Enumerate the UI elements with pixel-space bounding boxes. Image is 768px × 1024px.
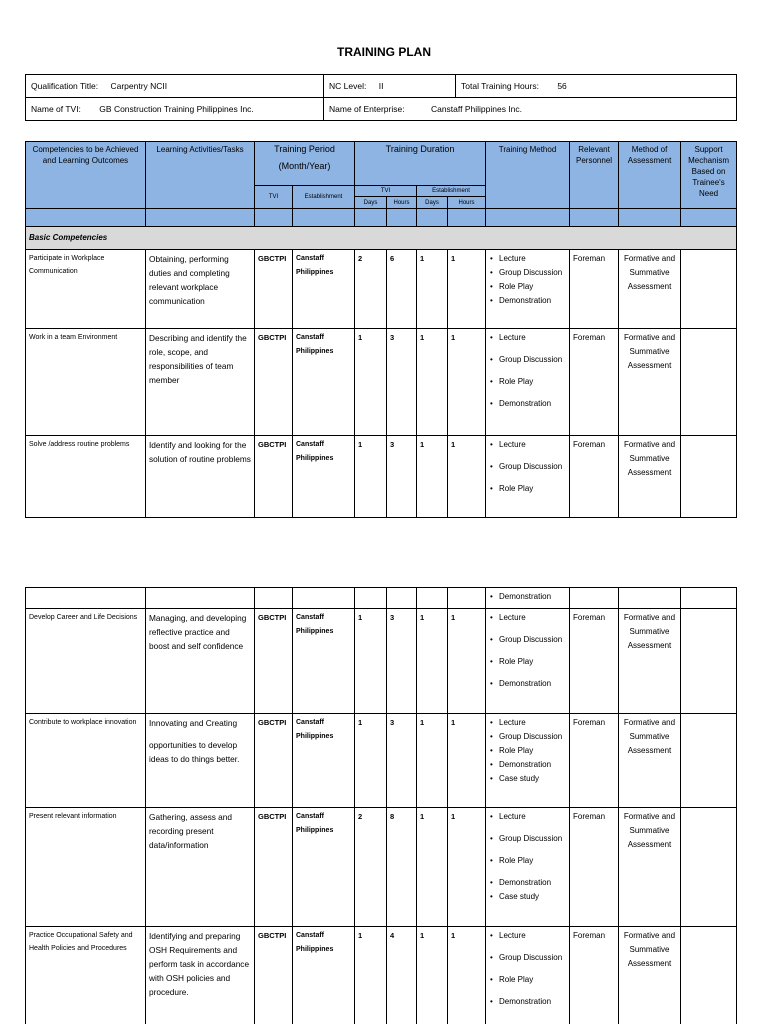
method-list xyxy=(488,252,566,308)
assessment-cell: Formative and Summative Assessment xyxy=(619,436,681,518)
method-item: • Group Discussion xyxy=(488,353,566,367)
method-list xyxy=(488,331,566,411)
method-list xyxy=(488,611,566,691)
header-training-method: Training Method xyxy=(486,142,570,209)
qualification-label: Qualification Title: xyxy=(31,81,99,91)
nc-level-label: NC Level: xyxy=(329,81,367,91)
personnel-cell: Foreman xyxy=(570,927,619,1024)
enterprise-cell xyxy=(324,98,737,121)
competency-cell: Practice Occupational Safety and Health Policies and Procedures xyxy=(26,927,146,1024)
header-hours: Hours xyxy=(448,197,486,209)
method-item: • Demonstration xyxy=(488,758,566,772)
nc-level-value: II xyxy=(378,81,384,91)
method-cell xyxy=(486,927,570,1024)
tvi-days-cell: 1 xyxy=(355,927,387,1024)
tvi-hours-cell: 4 xyxy=(387,927,417,1024)
assessment-cell: Formative and Summative Assessment xyxy=(619,808,681,927)
info-table xyxy=(25,74,737,121)
method-item: • Lecture xyxy=(488,929,566,943)
support-cell xyxy=(681,808,737,927)
method-item: • Demonstration xyxy=(488,294,566,308)
header-activities: Learning Activities/Tasks xyxy=(146,142,255,209)
tvi-days-cell: 1 xyxy=(355,714,387,808)
table-row xyxy=(26,609,737,714)
tvi-hours-cell: 8 xyxy=(387,808,417,927)
method-list xyxy=(488,438,566,496)
tvi-hours-cell: 3 xyxy=(387,609,417,714)
method-list xyxy=(488,929,566,1009)
activity-cell xyxy=(146,714,255,808)
method-item: • Demonstration xyxy=(488,995,566,1009)
method-item: • Lecture xyxy=(488,716,566,730)
method-item: • Lecture xyxy=(488,252,566,266)
total-hours-cell xyxy=(456,75,737,98)
header-duration-tvi: TVI xyxy=(355,186,417,197)
method-cell xyxy=(486,436,570,518)
enterprise-value: Canstaff Philippines Inc. xyxy=(430,104,523,114)
qualification-value: Carpentry NCII xyxy=(110,81,168,91)
establishment-cell: Canstaff Philippines xyxy=(293,808,355,927)
support-cell xyxy=(681,714,737,808)
tvi-days-cell: 2 xyxy=(355,808,387,927)
est-hours-cell: 1 xyxy=(448,927,486,1024)
method-item: • Role Play xyxy=(488,375,566,389)
competency-cell: Contribute to workplace innovation xyxy=(26,714,146,808)
competency-cell: Participate in Workplace Communication xyxy=(26,250,146,329)
est-hours-cell: 1 xyxy=(448,329,486,436)
header-spacer-row xyxy=(26,209,737,227)
method-item: • Group Discussion xyxy=(488,460,566,474)
table-row xyxy=(26,329,737,436)
table-row xyxy=(26,714,737,808)
table-row xyxy=(26,250,737,329)
tvi-cell: GBCTPI xyxy=(255,436,293,518)
method-list xyxy=(488,716,566,786)
method-item: • Role Play xyxy=(488,744,566,758)
activity-cell: Obtaining, performing duties and completing relevant workplace communication xyxy=(146,250,255,329)
table-row xyxy=(26,436,737,518)
activity-cell: Managing, and developing reflective practice and boost and self confidence xyxy=(146,609,255,714)
assessment-cell: Formative and Summative Assessment xyxy=(619,250,681,329)
header-training-duration: Training Duration xyxy=(355,142,486,186)
tvi-days-cell: 1 xyxy=(355,436,387,518)
tvi-cell: GBCTPI xyxy=(255,927,293,1024)
method-item: • Role Play xyxy=(488,973,566,987)
method-list xyxy=(488,810,566,904)
est-days-cell: 1 xyxy=(417,609,448,714)
method-item: • Demonstration xyxy=(488,397,566,411)
method-cell xyxy=(486,250,570,329)
method-item: • Case study xyxy=(488,890,566,904)
establishment-cell: Canstaff Philippines xyxy=(293,609,355,714)
total-hours-label: Total Training Hours: xyxy=(461,81,539,91)
tvi-hours-cell: 3 xyxy=(387,714,417,808)
activity-cell: Identify and looking for the solution of routine problems xyxy=(146,436,255,518)
competency-cell: Work in a team Environment xyxy=(26,329,146,436)
method-item: • Group Discussion xyxy=(488,730,566,744)
page-title: TRAINING PLAN xyxy=(337,45,431,59)
personnel-cell: Foreman xyxy=(570,609,619,714)
method-item: • Lecture xyxy=(488,438,566,452)
table-row xyxy=(26,808,737,927)
activity-cell: Gathering, assess and recording present data/information xyxy=(146,808,255,927)
nc-level-cell xyxy=(324,75,456,98)
assessment-cell: Formative and Summative Assessment xyxy=(619,714,681,808)
personnel-cell: Foreman xyxy=(570,250,619,329)
header-hours: Hours xyxy=(387,197,417,209)
establishment-cell: Canstaff Philippines xyxy=(293,329,355,436)
header-support: Support Mechanism Based on Trainee's Need xyxy=(681,142,737,209)
est-hours-cell: 1 xyxy=(448,714,486,808)
support-cell xyxy=(681,436,737,518)
est-hours-cell: 1 xyxy=(448,436,486,518)
table-row xyxy=(26,927,737,1024)
activity-line: opportunities to develop ideas to do things better. xyxy=(149,740,240,764)
tvi-cell xyxy=(26,98,324,121)
method-cell xyxy=(486,609,570,714)
support-cell xyxy=(681,329,737,436)
personnel-cell: Foreman xyxy=(570,436,619,518)
header-assessment: Method of Assessment xyxy=(619,142,681,209)
header-period-tvi: TVI xyxy=(255,186,293,209)
method-item: • Group Discussion xyxy=(488,832,566,846)
method-item: • Group Discussion xyxy=(488,633,566,647)
tvi-cell: GBCTPI xyxy=(255,808,293,927)
support-cell xyxy=(681,927,737,1024)
competency-cell: Present relevant information xyxy=(26,808,146,927)
training-plan-table-continued xyxy=(25,587,737,1024)
est-days-cell: 1 xyxy=(417,329,448,436)
method-item: • Lecture xyxy=(488,331,566,345)
total-hours-value: 56 xyxy=(557,81,567,91)
header-days: Days xyxy=(355,197,387,209)
method-item: • Demonstration xyxy=(488,677,566,691)
header-duration-establishment: Establishment xyxy=(417,186,486,197)
qualification-cell xyxy=(26,75,324,98)
method-item: • Role Play xyxy=(488,854,566,868)
method-item: • Role Play xyxy=(488,655,566,669)
activity-cell: Describing and identify the role, scope, and responsibilities of team member xyxy=(146,329,255,436)
establishment-cell: Canstaff Philippines xyxy=(293,436,355,518)
establishment-cell: Canstaff Philippines xyxy=(293,927,355,1024)
est-days-cell: 1 xyxy=(417,927,448,1024)
tvi-cell: GBCTPI xyxy=(255,714,293,808)
est-days-cell: 1 xyxy=(417,250,448,329)
tvi-days-cell: 1 xyxy=(355,329,387,436)
est-days-cell: 1 xyxy=(417,714,448,808)
activity-line: Innovating and Creating xyxy=(149,718,238,728)
assessment-cell: Formative and Summative Assessment xyxy=(619,329,681,436)
continuation-row xyxy=(26,588,737,609)
assessment-cell: Formative and Summative Assessment xyxy=(619,609,681,714)
establishment-cell: Canstaff Philippines xyxy=(293,250,355,329)
tvi-days-cell: 2 xyxy=(355,250,387,329)
header-days: Days xyxy=(417,197,448,209)
activity-cell: Identifying and preparing OSH Requirements and perform task in accordance with OSH policies and procedure. xyxy=(146,927,255,1024)
personnel-cell: Foreman xyxy=(570,714,619,808)
establishment-cell: Canstaff Philippines xyxy=(293,714,355,808)
training-plan-table xyxy=(25,141,737,518)
tvi-cell: GBCTPI xyxy=(255,329,293,436)
header-training-period xyxy=(255,142,355,186)
tvi-hours-cell: 6 xyxy=(387,250,417,329)
tvi-cell: GBCTPI xyxy=(255,609,293,714)
tvi-cell: GBCTPI xyxy=(255,250,293,329)
section-row xyxy=(26,227,737,250)
method-item: • Demonstration xyxy=(488,590,566,604)
method-item: • Case study xyxy=(488,772,566,786)
tvi-label: Name of TVI: xyxy=(31,104,81,114)
est-hours-cell: 1 xyxy=(448,808,486,927)
header-period-title: Training Period xyxy=(274,144,335,154)
enterprise-label: Name of Enterprise: xyxy=(329,104,405,114)
method-list xyxy=(488,590,566,604)
header-competencies: Competencies to be Achieved and Learning Outcomes xyxy=(26,142,146,209)
method-item: • Lecture xyxy=(488,611,566,625)
header-period-sub: (Month/Year) xyxy=(278,161,331,171)
method-cell xyxy=(486,714,570,808)
method-cell xyxy=(486,588,570,609)
assessment-cell: Formative and Summative Assessment xyxy=(619,927,681,1024)
tvi-hours-cell: 3 xyxy=(387,329,417,436)
tvi-days-cell: 1 xyxy=(355,609,387,714)
method-item: • Group Discussion xyxy=(488,266,566,280)
method-item: • Lecture xyxy=(488,810,566,824)
method-item: • Group Discussion xyxy=(488,951,566,965)
method-item: • Demonstration xyxy=(488,876,566,890)
support-cell xyxy=(681,609,737,714)
est-hours-cell: 1 xyxy=(448,250,486,329)
competency-cell: Develop Career and Life Decisions xyxy=(26,609,146,714)
est-days-cell: 1 xyxy=(417,436,448,518)
section-basic-competencies: Basic Competencies xyxy=(26,227,737,250)
support-cell xyxy=(681,250,737,329)
tvi-hours-cell: 3 xyxy=(387,436,417,518)
method-item: • Role Play xyxy=(488,482,566,496)
header-period-establishment: Establishment xyxy=(293,186,355,209)
tvi-value: GB Construction Training Philippines Inc. xyxy=(99,104,254,114)
est-days-cell: 1 xyxy=(417,808,448,927)
competency-cell: Solve /address routine problems xyxy=(26,436,146,518)
personnel-cell: Foreman xyxy=(570,329,619,436)
est-hours-cell: 1 xyxy=(448,609,486,714)
method-item: • Role Play xyxy=(488,280,566,294)
personnel-cell: Foreman xyxy=(570,808,619,927)
method-cell xyxy=(486,329,570,436)
method-cell xyxy=(486,808,570,927)
header-personnel: Relevant Personnel xyxy=(570,142,619,209)
